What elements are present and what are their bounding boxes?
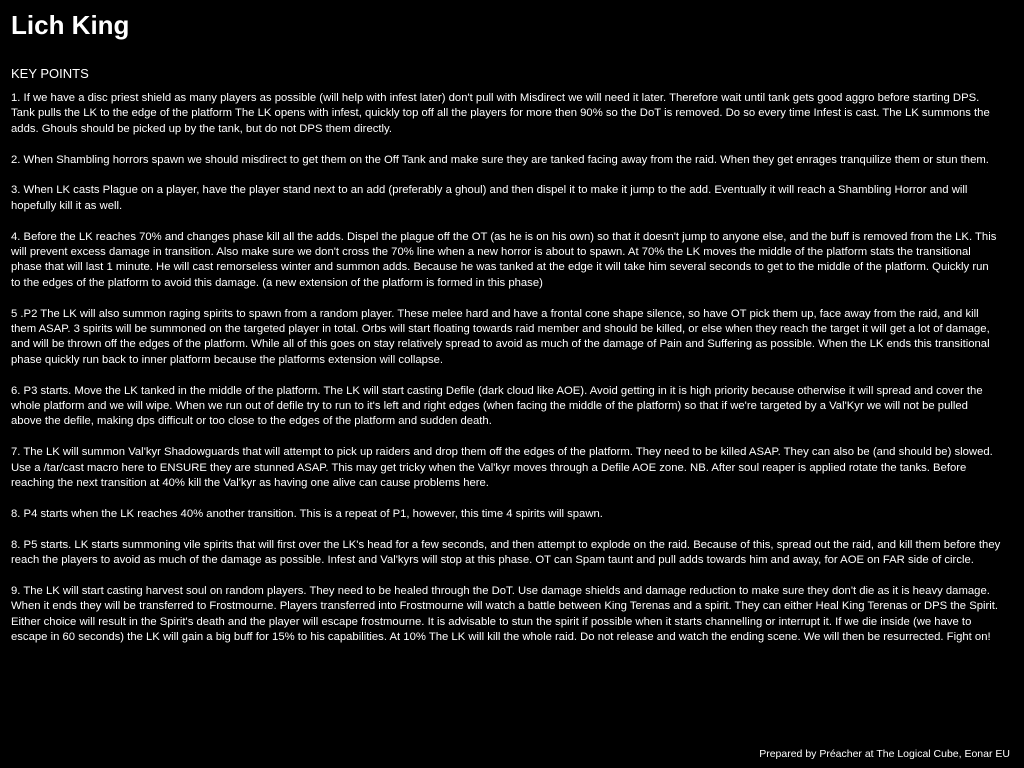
slide-title: Lich King [11,10,130,40]
key-point: 7. The LK will summon Val'kyr Shadowguards that will attempt to pick up raiders and drop them off the edges of the platform. They need to be killed ASAP. They can also be (and should be) slowed. Use a /tar/cast macro here to ENSURE they are stunned ASAP. This may get tricky when the Val'kyr moves through a Defile AOE zone. NB. After soul reaper is applied rotate the tanks. Before reaching the next transition at 40% kill the Val'kyr as having one alive can cause problems here. [11,446,993,490]
key-point: 4. Before the LK reaches 70% and changes phase kill all the adds. Dispel the plague off the OT (as he is on his own) so that it doesn't jump to anyone else, and the buff is removed from the LK. This will prevent excess damage in transition. Also make sure we don't cross the 70% line when a new horror is about to spawn. At 70% the LK moves the middle of the platform stats the transitional phase that will last 1 minute. He will cast remorseless winter and summon adds. Because he was tanked at the edge it will take him several seconds to get to the middle of the platform. Quickly run to the edges of the platform to avoid this damage. (a new extension of the platform is formed in this phase) [11,230,997,289]
key-point: 5 .P2 The LK will also summon raging spirits to spawn from a random player. These melee hard and have a frontal cone shape silence, so have OT pick them up, face away from the raid, and kill them ASAP. 3 spirits will be summoned on the targeted player in total. Orbs will start floating towards raid member and should be killed, or else when they reach the target it will get a lot of damage, and will be thrown off the edges of the platform. While all of this goes on stay relatively spread to avoid as much of the damage of Pain and Suffering as possible. When the LK ends this transitional phase quickly run back to inner platform because the platforms extension will collapse. [11,307,990,366]
key-points-body [11,91,1001,661]
key-point: 8. P5 starts. LK starts summoning vile spirits that will first over the LK's head for a few seconds, and then attempt to explode on the raid. Because of this, spread out the raid, and kill them before they reach the players to avoid as much of the damage as possible. Infest and Val'kyrs will stop at this phase. OT can Spam taunt and pull adds towards him and away, for AOE on FAR side of circle. [11,538,1001,567]
key-point: 6. P3 starts. Move the LK tanked in the middle of the platform. The LK will start casting Defile (dark cloud like AOE). Avoid getting in it is high priority because otherwise it will spread and cover the whole platform and we will wipe. When we run out of defile try to run to it's left and right edges (when facing the middle of the platform) so that if we're targeted by a Val'Kyr we will not be pulled above the defile, making dps difficult or too close to the edges of the platform and sudden death. [11,384,983,428]
slide-footer: Prepared by Préacher at The Logical Cube, Eonar EU [759,748,1010,760]
key-point: 8. P4 starts when the LK reaches 40% another transition. This is a repeat of P1, however, this time 4 spirits will spawn. [11,507,603,520]
key-point: 2. When Shambling horrors spawn we should misdirect to get them on the Off Tank and make sure they are tanked facing away from the raid. When they get enrages tranquilize them or stun them. [11,153,989,166]
key-point: 9. The LK will start casting harvest soul on random players. They need to be healed through the DoT. Use damage shields and damage reduction to make sure they don't die as it is heavy damage. When it ends they will be transferred to Frostmourne. Players transferred into Frostmourne will watch a battle between King Terenas and a spirit. They can either Heal King Terenas or DPS the Spirit. Either choice will result in the Spirit's death and the player will escape frostmourne. It is advisable to stun the spirit if possible when it starts channelling or interrupt it. If we die inside (we have to escape in 60 seconds) the LK will gain a big buff for 15% to his capabilities. At 10% The LK will kill the whole raid. Do not release and watch the ending scene. We will then be resurrected. Fight on! [11,584,999,644]
key-point: 3. When LK casts Plague on a player, have the player stand next to an add (preferably a ghoul) and then dispel it to make it jump to the add. Eventually it will reach a Shambling Horror and will hopefully kill it as well. [11,184,968,212]
slide-subtitle: KEY POINTS [11,66,89,81]
key-point: 1. If we have a disc priest shield as many players as possible (will help with infest later) don't pull with Misdirect we will need it later. Therefore wait until tank gets good aggro before starting DPS. Tank pulls the LK to the edge of the platform The LK opens with infest, quickly top off all the players for more then 90% so the DoT is removed. Do so every time Infest is cast. The LK summons the adds. Ghouls should be picked up by the tank, but do not DPS them directly. [11,92,990,135]
